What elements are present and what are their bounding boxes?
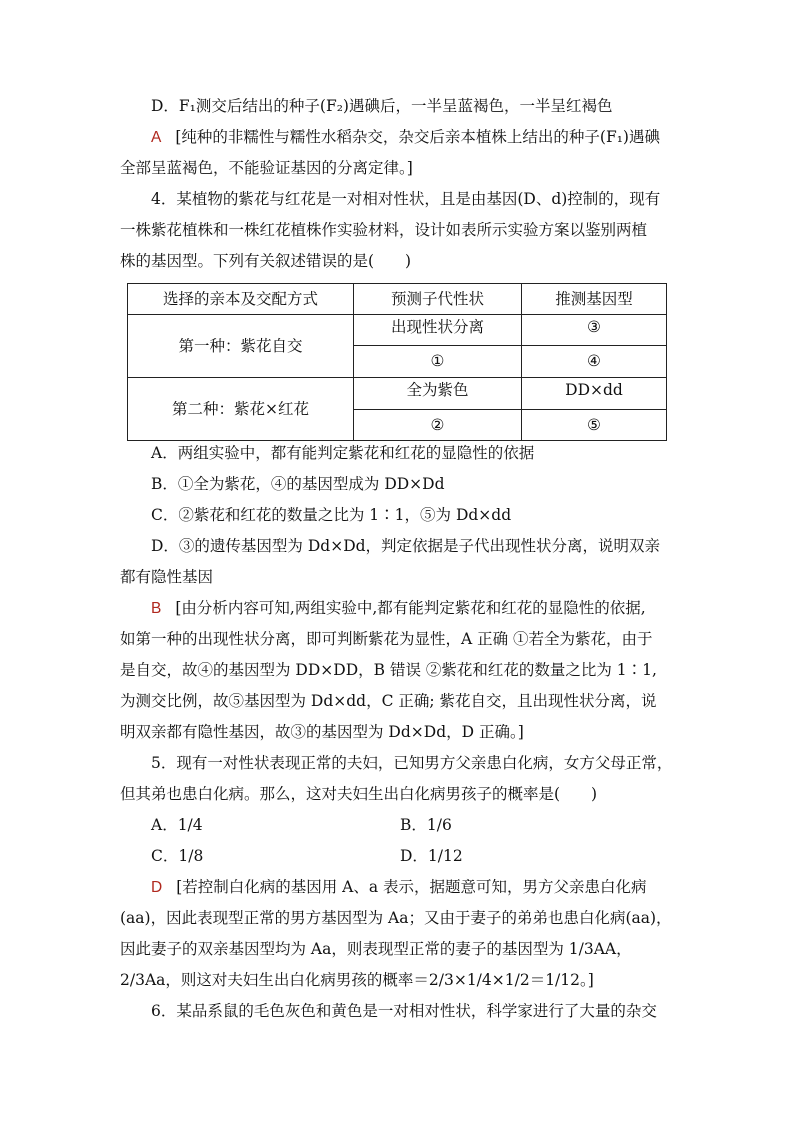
answer-explanation: [由分析内容可知,两组实验中,都有能判定紫花和红花的显隐性的依据, — [175, 599, 646, 617]
answer-q3 — [151, 127, 660, 148]
table-row1-method: 第一种：紫花自交 — [178, 337, 303, 355]
experiment-table — [127, 283, 667, 441]
table-row2-method: 第二种：紫花×红花 — [172, 400, 309, 418]
question-5-stem: 5．现有一对性状表现正常的夫妇，已知男方父亲患白化病，女方父母正常， — [151, 754, 673, 772]
answer-explanation-line: 明双亲都有隐性基因，故③的基因型为 Dd×Dd，D 正确。] — [120, 723, 524, 741]
question-4-option-a: A．两组实验中，都有能判定紫花和红花的显隐性的依据 — [151, 444, 535, 462]
question-4-option-c: C．②紫花和红花的数量之比为 1∶1，⑤为 Dd×dd — [151, 506, 512, 524]
table-row1b-genotype: ④ — [587, 352, 601, 370]
table-header-genotype: 推测基因型 — [555, 290, 633, 308]
answer-explanation-line: 为测交比例，故⑤基因型为 Dd×dd，C 正确; 紫花自交，且出现性状分离，说 — [120, 692, 657, 710]
table-row1b-trait: ① — [430, 352, 445, 370]
question-4-option-d: D．③的遗传基因型为 Dd×Dd，判定依据是子代出现性状分离，说明双亲 — [151, 537, 661, 555]
question-4-option-d-cont: 都有隐性基因 — [120, 568, 214, 586]
question-4-stem: 4．某植物的紫花与红花是一对相对性状，且是由基因(D、d)控制的，现有 — [151, 190, 661, 208]
question-4-stem-end: 株的基因型。下列有关叙述错误的是( ) — [120, 252, 412, 270]
answer-letter: D — [151, 879, 163, 896]
answer-explanation: [若控制白化病的基因用 A、a 表示，据题意可知，男方父亲患白化病 — [176, 878, 647, 896]
answer-explanation-line: 如第一种的出现性状分离，即可判断紫花为显性，A 正确 ①若全为紫花，由于 — [120, 630, 653, 648]
question-5-stem-cont: 但其弟也患白化病。那么，这对夫妇生出白化病男孩子的概率是( ) — [120, 785, 598, 803]
answer-q4 — [151, 598, 646, 619]
answer-q5 — [151, 877, 647, 898]
question-4-option-b: B．①全为紫花，④的基因型成为 DD×Dd — [151, 475, 445, 493]
question-5-option-a: A．1/4 — [151, 816, 203, 834]
answer-explanation-line: (aa)，因此表现型正常的男方基因型为 Aa；又由于妻子的弟弟也患白化病(aa)， — [120, 909, 672, 927]
answer-explanation: [纯种的非糯性与糯性水稻杂交，杂交后亲本植株上结出的种子(F₁)遇碘 — [175, 128, 660, 146]
question-5-option-d: D．1/12 — [400, 847, 463, 865]
question-5-option-b: B．1/6 — [400, 816, 452, 834]
question-4-stem-cont: 一株紫花植株和一株红花植株作实验材料，设计如表所示实验方案以鉴别两植 — [120, 221, 648, 239]
answer-letter: A — [151, 129, 162, 146]
question-6-stem: 6．某品系鼠的毛色灰色和黄色是一对相对性状，科学家进行了大量的杂交 — [151, 1002, 657, 1020]
table-row2b-trait: ② — [430, 415, 445, 434]
table-row1a-trait: 出现性状分离 — [390, 318, 484, 336]
table-row1a-genotype: ③ — [587, 318, 601, 336]
table-header-method: 选择的亲本及交配方式 — [162, 290, 318, 308]
table-row2a-trait: 全为紫色 — [406, 381, 469, 399]
option-d-text: D．F₁测交后结出的种子(F₂)遇碘后，一半呈蓝褐色，一半呈红褐色 — [151, 97, 613, 115]
answer-letter: B — [151, 600, 162, 617]
table-row2b-genotype: ⑤ — [587, 415, 601, 434]
answer-explanation-line: 2/3Aa，则这对夫妇生出白化病男孩的概率＝2/3×1/4×1/2＝1/12。] — [120, 971, 594, 989]
answer-explanation-cont: 全部呈蓝褐色，不能验证基因的分离定律。] — [120, 159, 413, 177]
table-header-trait: 预测子代性状 — [390, 290, 484, 308]
answer-explanation-line: 是自交，故④的基因型为 DD×DD，B 错误 ②紫花和红花的数量之比为 1∶1, — [120, 661, 657, 679]
answer-explanation-line: 因此妻子的双亲基因型均为 Aa，则表现型正常的妻子的基因型为 1/3AA， — [120, 940, 632, 958]
table-row2a-genotype: DD×dd — [565, 381, 623, 399]
question-5-option-c: C．1/8 — [151, 847, 204, 865]
